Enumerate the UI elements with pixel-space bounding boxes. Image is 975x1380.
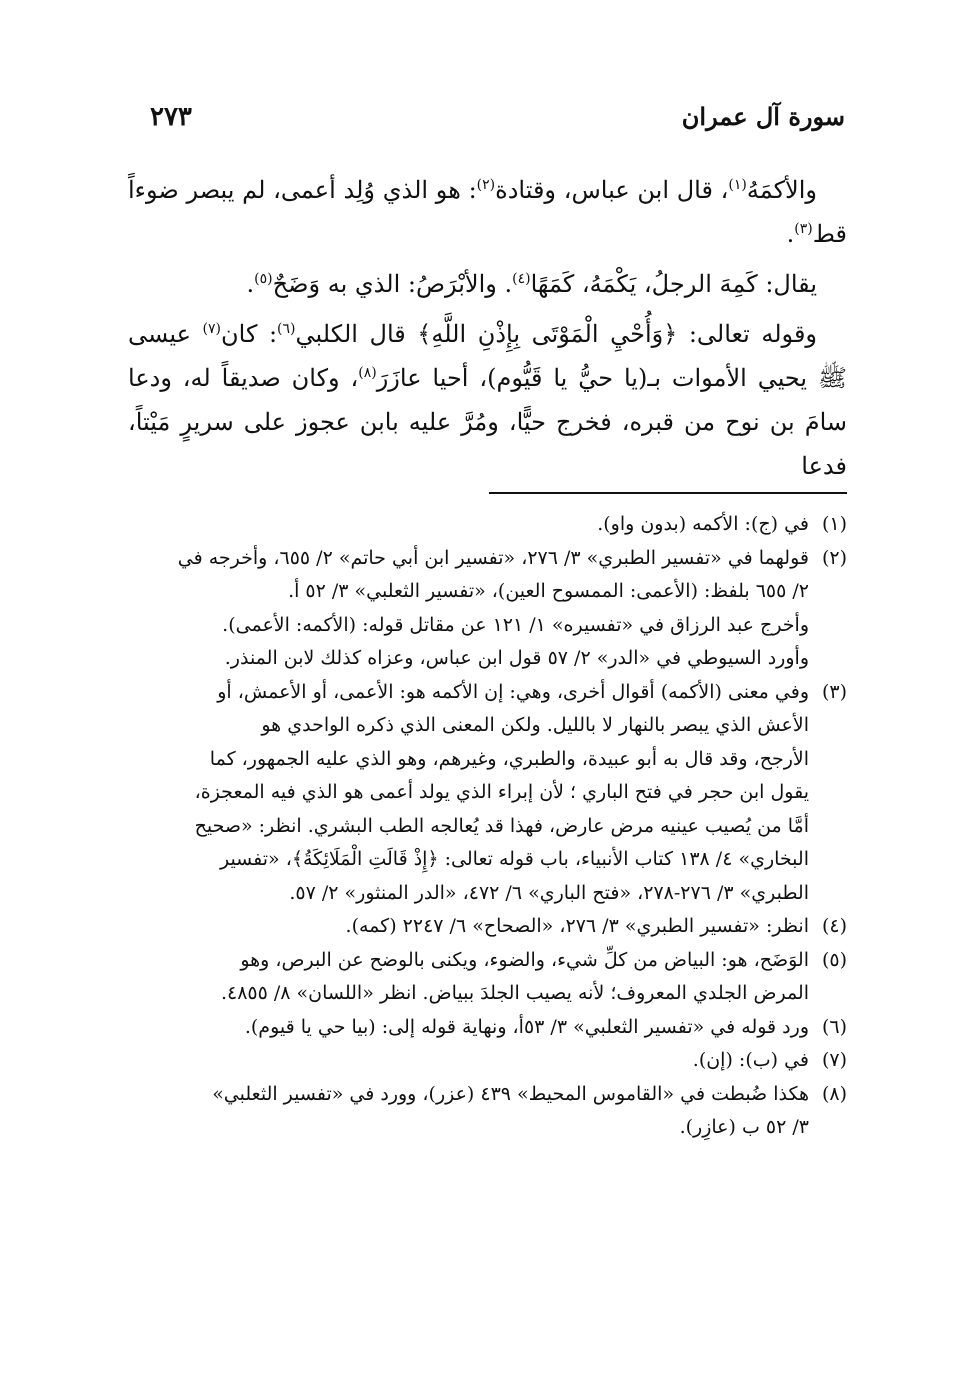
footnotes: [124, 508, 847, 1145]
footnote-line: الأعش الذي يبصر بالنهار لا بالليل. ولكن المعنى الذي ذكره الواحدي هو: [261, 714, 809, 736]
footnote-separator: [489, 492, 847, 494]
footnote-ref-8: (٨): [358, 365, 377, 381]
footnote-number: (٢): [821, 546, 847, 569]
footnote-line: هكذا ضُبطت في «القاموس المحيط» ٤٣٩ (عزر)، وورد في «تفسير الثعلبي»: [212, 1082, 809, 1105]
footnote-ref-7: (٧): [202, 321, 222, 337]
footnote-3: [124, 676, 847, 911]
footnote-number: (١): [821, 513, 847, 535]
footnote-line: انظر: «تفسير الطبري» ٣/ ٢٧٦، «الصحاح» ٦/ ٢٢٤٧ (كمه).: [345, 915, 809, 937]
footnote-ref-4: (٤): [512, 271, 531, 287]
paragraph-1-text-b: ، قال ابن عباس، وقتادة: [495, 176, 729, 204]
footnote-line: في (ب): (إن).: [692, 1049, 809, 1071]
footnote-number: (٣): [821, 680, 847, 703]
footnote-line: الطبري» ٣/ ٢٧٦-٢٧٨، «فتح الباري» ٦/ ٤٧٢، «الدر المنثور» ٢/ ٥٧.: [289, 881, 809, 904]
paragraph-3-text-d: ، وكان صديقاً له، ودعا سامَ بن نوح من قبره، فخرج حيًّا، ومُرَّ عليه بابن عجوز على سريرٍ مَيْتاً، فدعا: [128, 364, 847, 480]
paragraph-1-text-a: والأكمَهُ: [746, 176, 818, 204]
page-header: [150, 102, 845, 142]
footnote-line: ٣/ ٥٢ ب (عازِر).: [679, 1116, 809, 1138]
footnote-line: البخاري» ٤/ ١٣٨ كتاب الأنبياء، باب قوله تعالى: ﴿إِذْ قَالَتِ الْمَلَائِكَةُ﴾، «تفسير: [219, 848, 809, 870]
footnote-ref-6: (٦): [277, 321, 296, 337]
footnote-7: [124, 1044, 847, 1078]
footnote-line: ٢/ ٦٥٥ بلفظ: (الأعمى: الممسوح العين)، «تفسير الثعلبي» ٣/ ٥٢ أ.: [288, 580, 809, 602]
paragraph-1-text-c: : هو الذي وُلِد أعمى، لم يبصر ضوءاً قط: [128, 176, 847, 248]
footnote-ref-3: (٣): [794, 221, 813, 237]
footnote-ref-2: (٢): [476, 177, 496, 193]
main-text: [128, 168, 847, 494]
footnote-line: في (ج): الأكمه (بدون واو).: [597, 513, 809, 535]
footnote-line: يقول ابن حجر في فتح الباري ؛ لأن إبراء الذي يولد أعمى هو الذي فيه المعجزة،: [194, 781, 809, 803]
paragraph-3-text-c: عيسى ﷺ يحيي الأموات بـ(يا حيُّ يا قَيُّوم)، أحيا عازَرَ: [128, 320, 847, 392]
footnote-2: [124, 542, 847, 676]
surah-title: سورة آل عمران: [681, 102, 845, 131]
footnote-8: [124, 1078, 847, 1145]
footnote-ref-1: (١): [728, 177, 747, 193]
footnote-number: (٦): [821, 1015, 847, 1038]
footnote-line: الأرجح، وقد قال به أبو عبيدة، والطبري، وغيرهم، وهو الذي عليه الجمهور، كما: [209, 747, 809, 770]
footnote-number: (٤): [821, 915, 847, 937]
footnote-line: المرض الجلدي المعروف؛ لأنه يصيب الجلدَ ببياض. انظر «اللسان» ٨/ ٤٨٥٥.: [220, 982, 809, 1004]
paragraph-3-text-a: وقوله تعالى: ﴿وَأُحْيِ الْمَوْتَى بِإِذْنِ اللَّهِ﴾ قال الكلبي: [295, 320, 818, 348]
footnote-line: قولهما في «تفسير الطبري» ٣/ ٢٧٦، «تفسير ابن أبي حاتم» ٢/ ٦٥٥، وأخرجه في: [177, 546, 809, 569]
footnote-line: وفي معنى (الأكمه) أقوال أخرى، وهي: إن الأكمه هو: الأعمى، أو الأعمش، أو: [217, 680, 809, 703]
paragraph-2-text-c: .: [246, 270, 255, 298]
footnote-line: الوَضَح، هو: البياض من كلِّ شيء، والضوء، ويكنى بالوضح عن البرص، وهو: [240, 948, 809, 971]
footnote-line: أمَّا من يُصيب عينيه مرض عارض، فهذا قد يُعالجه الطب البشري. انظر: «صحيح: [194, 814, 809, 837]
paragraph-2-text-a: يقال: كَمِهَ الرجلُ، يَكْمَهُ، كَمَهًا: [530, 270, 817, 298]
footnote-line: ورد قوله في «تفسير الثعلبي» ٣/ ٥٣أ، ونهاية قوله إلى: (بيا حي يا قيوم).: [244, 1015, 809, 1038]
footnote-number: (٨): [821, 1082, 847, 1105]
page-number: ٢٧٣: [150, 102, 192, 132]
footnote-1: [124, 508, 847, 542]
footnote-number: (٧): [821, 1049, 847, 1071]
footnote-number: (٥): [821, 948, 847, 971]
footnote-line: وأورد السيوطي في «الدر» ٢/ ٥٧ قول ابن عباس، وعزاه كذلك لابن المنذر.: [224, 647, 809, 669]
paragraph-2: [128, 262, 847, 306]
paragraph-1-text-d: .: [786, 220, 795, 248]
paragraph-1: [128, 168, 847, 256]
paragraph-3-text-b: : كان: [221, 320, 278, 348]
footnote-5: [124, 944, 847, 1011]
footnote-ref-5: (٥): [254, 271, 273, 287]
paragraph-2-text-b: . والأبْرَصُ: الذي به وَضَحٌ: [272, 270, 513, 298]
paragraph-3: [128, 312, 847, 488]
footnote-line: وأخرج عبد الرزاق في «تفسيره» ١/ ١٢١ عن مقاتل قوله: (الأكمه: الأعمى).: [222, 613, 809, 636]
footnote-6: [124, 1011, 847, 1045]
footnote-4: [124, 910, 847, 944]
